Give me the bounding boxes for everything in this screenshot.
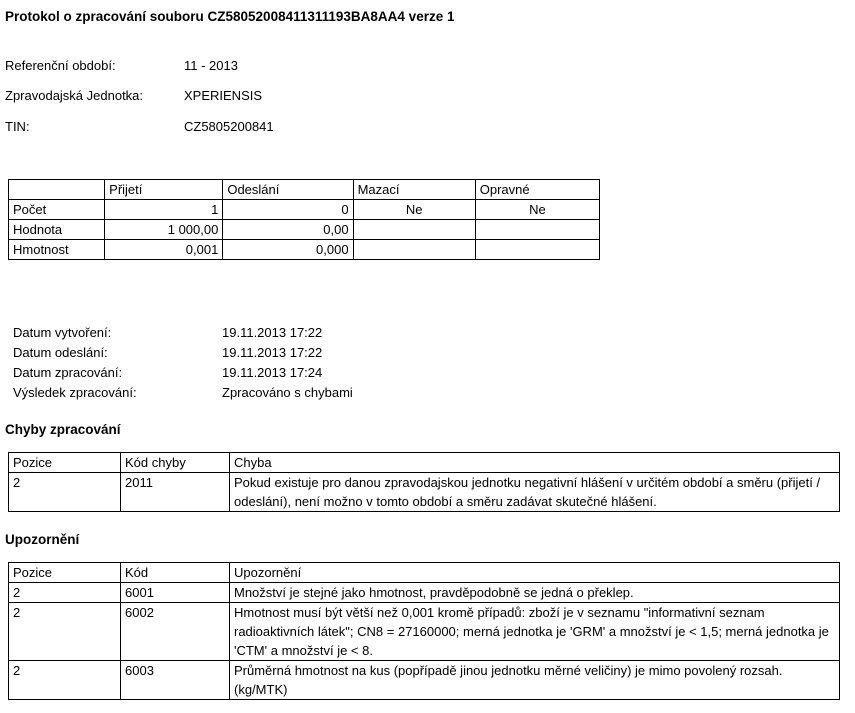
processed-date-label: Datum zpracování: [13, 365, 123, 380]
tin-value: CZ5805200841 [184, 119, 274, 134]
row-label: Počet [9, 200, 105, 220]
result-label: Výsledek zpracování: [13, 385, 137, 400]
position-cell: 2 [9, 473, 121, 512]
cell: 0,001 [105, 240, 223, 260]
table-row [9, 473, 840, 512]
code-cell: 6002 [121, 603, 230, 661]
cell: Ne [475, 200, 599, 220]
column-header: Pozice [9, 563, 121, 583]
result-value: Zpracováno s chybami [222, 385, 353, 400]
reference-period-label: Referenční období: [5, 58, 116, 73]
table-row [9, 200, 600, 220]
reference-period-value: 11 - 2013 [184, 58, 238, 73]
sent-date-value: 19.11.2013 17:22 [222, 345, 323, 360]
column-header: Chyba [230, 453, 840, 473]
summary-header-cell: Přijetí [105, 180, 223, 200]
reporting-unit-label: Zpravodajská Jednotka: [5, 88, 144, 103]
sent-date-label: Datum odeslání: [13, 345, 108, 360]
created-date-value: 19.11.2013 17:22 [222, 325, 323, 340]
table-row [9, 603, 840, 661]
cell [475, 240, 599, 260]
code-cell: 6001 [121, 583, 230, 603]
cell: 0,000 [223, 240, 353, 260]
message-cell: Množství je stejné jako hmotnost, pravděpodobně se jedná o překlep. [230, 583, 840, 603]
processed-date-value: 19.11.2013 17:24 [222, 365, 323, 380]
warnings-table [8, 562, 840, 700]
code-cell: 6003 [121, 661, 230, 700]
position-cell: 2 [9, 583, 121, 603]
cell: 1 [105, 200, 223, 220]
page-title: Protokol o zpracování souboru CZ58052008411311193BA8AA4 verze 1 [5, 9, 455, 24]
reporting-unit-value: XPERIENSIS [184, 88, 263, 103]
summary-header-cell: Odeslání [223, 180, 353, 200]
cell [353, 240, 475, 260]
warnings-heading: Upozornění [5, 532, 80, 547]
cell: Ne [353, 200, 475, 220]
column-header: Kód [121, 563, 230, 583]
row-label: Hodnota [9, 220, 105, 240]
table-row [9, 240, 600, 260]
column-header: Kód chyby [121, 453, 230, 473]
table-row [9, 661, 840, 700]
column-header: Pozice [9, 453, 121, 473]
warnings-header-row [9, 563, 840, 583]
row-label: Hmotnost [9, 240, 105, 260]
errors-header-row [9, 453, 840, 473]
column-header: Upozornění [230, 563, 840, 583]
table-row [9, 583, 840, 603]
created-date-label: Datum vytvoření: [13, 325, 112, 340]
cell: 0,00 [223, 220, 353, 240]
errors-table [8, 452, 840, 512]
table-row [9, 220, 600, 240]
cell [353, 220, 475, 240]
summary-table [8, 179, 600, 260]
message-cell: Pokud existuje pro danou zpravodajskou jednotku negativní hlášení v určitém období a směru (přijetí / odeslání), není možno v tomto období a směru zadávat skutečné hlášení. [230, 473, 840, 512]
cell: 1 000,00 [105, 220, 223, 240]
summary-header-cell: Mazací [353, 180, 475, 200]
position-cell: 2 [9, 603, 121, 661]
summary-header-cell [9, 180, 105, 200]
tin-label: TIN: [5, 119, 30, 134]
cell: 0 [223, 200, 353, 220]
code-cell: 2011 [121, 473, 230, 512]
message-cell: Hmotnost musí být větší než 0,001 kromě případů: zboží je v seznamu "informativní seznam radioaktivních látek"; CN8 = 27160000; merná jednotka je 'GRM' a množství je < 1,5; merná jednotka je 'CTM' a množství je < 8. [230, 603, 840, 661]
cell [475, 220, 599, 240]
summary-header-row [9, 180, 600, 200]
errors-heading: Chyby zpracování [5, 422, 121, 437]
position-cell: 2 [9, 661, 121, 700]
summary-header-cell: Opravné [475, 180, 599, 200]
message-cell: Průměrná hmotnost na kus (popřípadě jinou jednotku měrné veličiny) je mimo povolený rozsah. (kg/MTK) [230, 661, 840, 700]
